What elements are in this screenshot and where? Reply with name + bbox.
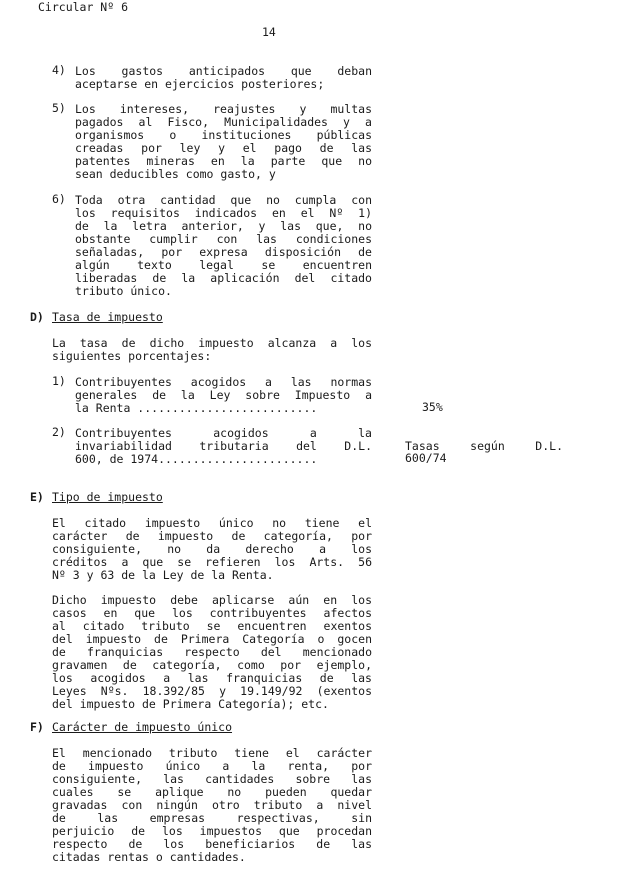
tax-rate-value: Tasas según D.L. — [405, 439, 563, 453]
page-number: 14 — [262, 25, 276, 39]
tax-rate-value: 600/74 — [405, 451, 447, 465]
list-item-text: la Renta .......................... — [75, 401, 318, 415]
paragraph-line: consiguiente, las cantidades sobre las — [52, 772, 372, 786]
list-item-text: obstante cumplir con las condiciones — [75, 232, 372, 246]
running-header-title: Circular Nº 6 — [38, 0, 129, 14]
paragraph-line: carácter de impuesto de categoría, por — [52, 529, 372, 543]
paragraph-line: cuales se aplique no pueden quedar — [52, 785, 372, 799]
list-item-text: Los intereses, reajustes y multas — [75, 102, 372, 116]
paragraph-line: de franquicias respecto del mencionado — [52, 645, 372, 659]
paragraph-line: los acogidos a las franquicias de las — [52, 671, 372, 685]
list-item-number: 1) — [52, 374, 66, 388]
paragraph-line: de impuesto único a la renta, por — [52, 759, 372, 773]
list-item-text: Los gastos anticipados que deban — [75, 64, 372, 78]
paragraph-line: El citado impuesto único no tiene el — [52, 516, 372, 530]
list-item-text: liberadas de la aplicación del citado — [75, 271, 372, 285]
list-item-text: aceptarse en ejercicios posteriores; — [75, 77, 325, 91]
list-item-text: Contribuyentes acogidos a la — [75, 426, 372, 440]
section-heading: Carácter de impuesto único — [52, 720, 233, 734]
list-item-number: 2) — [52, 425, 66, 439]
list-item-number: 4) — [52, 63, 66, 77]
paragraph-line: La tasa de dicho impuesto alcanza a los — [52, 336, 372, 350]
paragraph-line: créditos a que se refieren los Arts. 56 — [52, 555, 372, 569]
list-item-text: 600, de 1974....................... — [75, 452, 318, 466]
paragraph-line: gravamen de categoría, como por ejemplo, — [52, 658, 372, 672]
tax-rate-value: 35% — [422, 400, 443, 414]
section-heading: Tipo de impuesto — [52, 490, 163, 504]
list-item-text: tributo único. — [75, 284, 172, 298]
section-heading: Tasa de impuesto — [52, 310, 163, 324]
paragraph-line: siguientes porcentajes: — [52, 349, 212, 363]
list-item-text: de la letra anterior, y las que, no — [75, 219, 372, 233]
paragraph-line: consiguiente, no da derecho a los — [52, 542, 372, 556]
paragraph-line: Nº 3 y 63 de la Ley de la Renta. — [52, 568, 274, 582]
paragraph-line: respecto de los beneficiarios de las — [52, 837, 372, 851]
paragraph-line: del impuesto de Primera Categoría); etc. — [52, 697, 329, 711]
paragraph-line: Leyes Nºs. 18.392/85 y 19.149/92 (exentos — [52, 684, 372, 698]
list-item-text: señaladas, por expresa disposición de — [75, 245, 372, 259]
paragraph-line: perjuicio de los impuestos que procedan — [52, 824, 372, 838]
list-item-text: sean deducibles como gasto, y — [75, 167, 276, 181]
paragraph-line: Dicho impuesto debe aplicarse aún en los — [52, 593, 372, 607]
list-item-text: invariabilidad tributaria del D.L. — [75, 439, 372, 453]
list-item-text: los requisitos indicados en el Nº 1) — [75, 206, 372, 220]
paragraph-line: citadas rentas o cantidades. — [52, 850, 246, 864]
paragraph-line: gravadas con ningún otro tributo a nivel — [52, 798, 372, 812]
paragraph-line: El mencionado tributo tiene el carácter — [52, 746, 372, 760]
list-item-text: Toda otra cantidad que no cumpla con — [75, 193, 372, 207]
list-item-text: algún texto legal se encuentren — [75, 258, 372, 272]
paragraph-line: casos en que los contribuyentes afectos — [52, 606, 372, 620]
list-item-text: patentes mineras en la parte que no — [75, 154, 372, 168]
list-item-text: creadas por ley y el pago de las — [75, 141, 372, 155]
paragraph-line: al citado tributo se encuentren exentos — [52, 619, 372, 633]
list-item-text: organismos o instituciones públicas — [75, 128, 372, 142]
list-item-text: Contribuyentes acogidos a las normas — [75, 375, 372, 389]
section-letter: D) — [30, 310, 44, 324]
list-item-number: 6) — [52, 192, 66, 206]
section-letter: E) — [30, 490, 44, 504]
list-item-text: pagados al Fisco, Municipalidades y a — [75, 115, 372, 129]
section-letter: F) — [30, 720, 44, 734]
list-item-number: 5) — [52, 101, 66, 115]
list-item-text: generales de la Ley sobre Impuesto a — [75, 388, 372, 402]
paragraph-line: de las empresas respectivas, sin — [52, 811, 372, 825]
paragraph-line: del impuesto de Primera Categoría o gocen — [52, 632, 372, 646]
